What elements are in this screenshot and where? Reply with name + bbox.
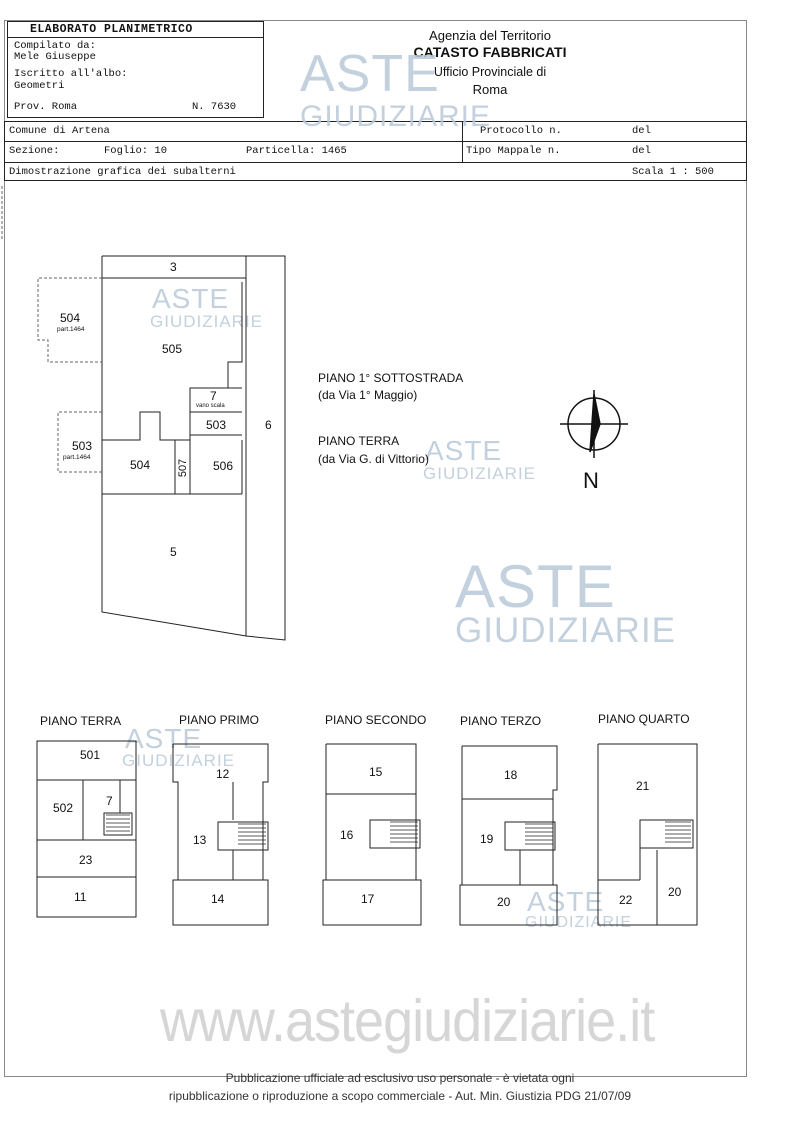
unit-6: 6 bbox=[265, 418, 272, 432]
terra-unit-7: 7 bbox=[106, 794, 113, 808]
registered: Geometri bbox=[14, 80, 65, 92]
dimostrazione: Dimostrazione grafica dei subalterni bbox=[9, 166, 236, 178]
watermark-aste-1: ASTE bbox=[152, 283, 230, 314]
registered-label: Iscritto all'albo: bbox=[14, 68, 128, 80]
floor-terra-title: PIANO TERRA bbox=[40, 714, 122, 728]
quarto-unit-21: 21 bbox=[636, 779, 650, 793]
floor-primo-title: PIANO PRIMO bbox=[179, 713, 260, 727]
unit-503-ext: 503 bbox=[72, 439, 93, 453]
watermark-aste-2: ASTE bbox=[425, 435, 503, 466]
agency-name: Agenzia del Territorio bbox=[429, 28, 551, 43]
scala: Scala 1 : 500 bbox=[632, 166, 714, 178]
primo-unit-14: 14 bbox=[211, 892, 225, 906]
primo-unit-12: 12 bbox=[216, 767, 230, 781]
unit-504-ext-part: part.1464 bbox=[57, 326, 85, 333]
secondo-unit-17: 17 bbox=[361, 892, 375, 906]
watermark-giudiziarie-2: GIUDIZIARIE bbox=[423, 464, 537, 483]
protocollo: Protocollo n. bbox=[480, 125, 562, 137]
legend-line-4: (da Via G. di Vittorio) bbox=[318, 452, 429, 466]
unit-7-sub: vano scala bbox=[196, 403, 225, 409]
legend-line-3: PIANO TERRA bbox=[318, 434, 400, 448]
floor-secondo-title: PIANO SECONDO bbox=[325, 713, 427, 727]
north-arrow bbox=[560, 390, 628, 458]
terra-unit-501: 501 bbox=[80, 748, 101, 762]
unit-504: 504 bbox=[130, 458, 151, 472]
tipo-del: del bbox=[632, 145, 651, 157]
watermark-aste-4: ASTE bbox=[125, 723, 203, 754]
protocollo-del: del bbox=[632, 125, 651, 137]
unit-503-ext-part: part.1464 bbox=[63, 454, 91, 461]
watermark-site: www.astegiudiziarie.it bbox=[160, 988, 655, 1054]
unit-503: 503 bbox=[206, 418, 227, 432]
unit-505: 505 bbox=[162, 342, 183, 356]
watermark-giudiziarie-1: GIUDIZIARIE bbox=[150, 312, 264, 331]
watermark-aste-5: ASTE bbox=[527, 886, 605, 917]
terzo-unit-19: 19 bbox=[480, 832, 494, 846]
foglio: Foglio: 10 bbox=[104, 145, 168, 157]
watermark-giudiziarie-header: GIUDIZIARIE bbox=[300, 100, 492, 133]
office-name: Ufficio Provinciale di bbox=[433, 65, 547, 79]
secondo-unit-15: 15 bbox=[369, 765, 383, 779]
floor-plans bbox=[0, 730, 800, 930]
unit-3: 3 bbox=[170, 260, 177, 274]
watermark-giudiziarie-4: GIUDIZIARIE bbox=[122, 751, 236, 770]
tipo-mappale: Tipo Mappale n. bbox=[466, 145, 561, 157]
terra-unit-23: 23 bbox=[79, 853, 93, 867]
terzo-unit-18: 18 bbox=[504, 768, 518, 782]
unit-7: 7 bbox=[210, 389, 217, 403]
floor-quarto-title: PIANO QUARTO bbox=[598, 712, 690, 726]
unit-5: 5 bbox=[170, 545, 177, 559]
watermark-aste-header: ASTE bbox=[300, 45, 440, 103]
particella: Particella: 1465 bbox=[246, 145, 347, 157]
sezione: Sezione: bbox=[9, 145, 60, 157]
unit-504-ext: 504 bbox=[60, 311, 81, 325]
terzo-unit-20: 20 bbox=[497, 895, 511, 909]
primo-unit-13: 13 bbox=[193, 833, 207, 847]
watermark-giudiziarie-5: GIUDIZIARIE bbox=[525, 914, 633, 931]
watermark-giudiziarie-3: GIUDIZIARIE bbox=[455, 611, 677, 650]
catasto-title: CATASTO FABBRICATI bbox=[413, 44, 567, 60]
terra-unit-11: 11 bbox=[74, 890, 87, 904]
watermark-aste-3: ASTE bbox=[455, 553, 616, 620]
doc-title: ELABORATO PLANIMETRICO bbox=[30, 23, 193, 36]
secondo-unit-16: 16 bbox=[340, 828, 354, 842]
north-label: N bbox=[583, 468, 599, 493]
province: Prov. Roma bbox=[14, 101, 78, 113]
compiled-by-label: Compilato da: bbox=[14, 40, 96, 52]
footer-line-1: Pubblicazione ufficiale ad esclusivo uso personale - è vietata ogni bbox=[225, 1071, 575, 1085]
legend-line-1: PIANO 1° SOTTOSTRADA bbox=[318, 371, 464, 385]
unit-507: 507 bbox=[177, 458, 190, 478]
register-number: N. 7630 bbox=[192, 101, 237, 113]
terra-unit-502: 502 bbox=[53, 801, 74, 815]
comune: Comune di Artena bbox=[9, 125, 110, 137]
quarto-unit-20: 20 bbox=[668, 885, 682, 899]
compiled-by: Mele Giuseppe bbox=[14, 51, 96, 63]
floor-terzo-title: PIANO TERZO bbox=[460, 714, 542, 728]
office-city: Roma bbox=[472, 82, 508, 97]
quarto-unit-22: 22 bbox=[619, 893, 633, 907]
footer-line-2: ripubblicazione o riproduzione a scopo commerciale - Aut. Min. Giustizia PDG 21/07/09 bbox=[168, 1089, 632, 1103]
unit-506: 506 bbox=[213, 459, 234, 473]
legend-line-2: (da Via 1° Maggio) bbox=[318, 388, 418, 402]
